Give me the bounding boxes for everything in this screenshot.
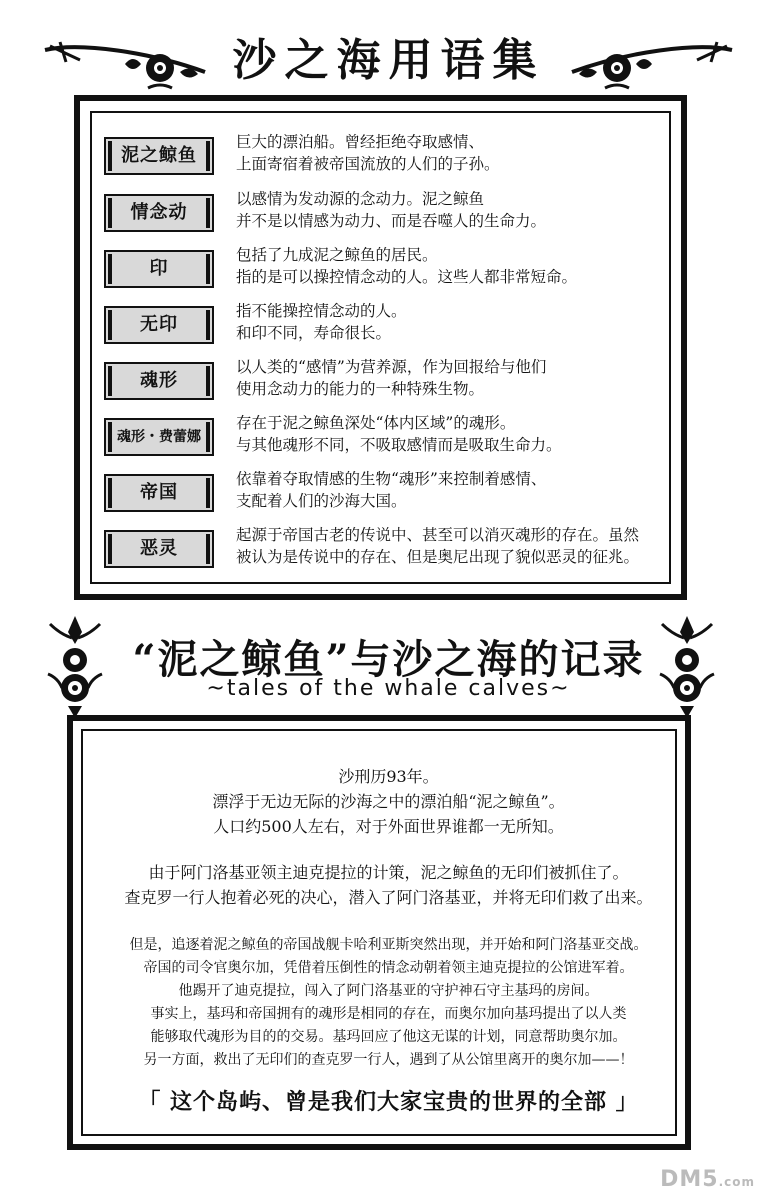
term-label: 泥之鲸鱼 [121, 145, 197, 166]
glossary-row [104, 414, 684, 464]
glossary-row [104, 302, 684, 352]
glossary-row [104, 526, 684, 576]
watermark-main: DM5 [660, 1167, 719, 1192]
term-label: 无印 [140, 314, 178, 335]
term-label: 恶灵 [140, 538, 178, 559]
term-definition [236, 131, 676, 175]
term-definition [236, 188, 676, 232]
term-label: 魂形 [140, 370, 178, 391]
definition-line: 巨大的漂泊船。曾经拒绝夺取感情、 [236, 133, 485, 151]
glossary-row [104, 190, 684, 240]
story-line: 人口约500人左右，对于外面世界谁都一无所知。 [213, 817, 564, 836]
glossary-row [104, 470, 684, 520]
definition-line: 指不能操控情念动的人。 [236, 302, 407, 320]
story-line: 沙刑历93年。 [338, 767, 439, 786]
definition-line: 包括了九成泥之鲸鱼的居民。 [236, 246, 438, 264]
story-line: 漂浮于无边无际的沙海之中的漂泊船“泥之鲸鱼”。 [212, 792, 565, 811]
definition-line: 与其他魂形不同，不吸取感情而是吸取生命力。 [236, 436, 562, 454]
story-header [0, 610, 777, 720]
term-label: 情念动 [130, 202, 188, 223]
story-subtitle: ~tales of the whale calves~ [206, 676, 571, 701]
definition-line: 上面寄宿着被帝国流放的人们的子孙。 [236, 155, 500, 173]
story-line: 查克罗一行人抱着必死的决心，潜入了阿门洛基亚，并将无印们救了出来。 [124, 888, 653, 907]
story-quote: 「 这个岛屿、曾是我们大家宝贵的世界的全部 」 [138, 1089, 639, 1115]
term-label: 魂形・费蕾娜 [117, 429, 201, 445]
definition-line: 指的是可以操控情念动的人。这些人都非常短命。 [236, 268, 578, 286]
glossary-row [104, 246, 684, 296]
definition-line: 以人类的“感情”为营养源，作为回报给与他们 [236, 358, 547, 376]
term-definition [236, 244, 676, 288]
story-line: 他踢开了迪克提拉，闯入了阿门洛基亚的守护神石守主基玛的房间。 [178, 983, 599, 999]
definition-line: 支配着人们的沙海大国。 [236, 492, 407, 510]
term-definition [236, 412, 676, 456]
story-line: 事实上，基玛和帝国拥有的魂形是相同的存在，而奥尔加向基玛提出了以人类 [150, 1006, 627, 1022]
term-definition [236, 300, 676, 344]
term-definition [236, 524, 676, 568]
term-label: 印 [149, 258, 169, 279]
glossary-row [104, 358, 684, 408]
definition-line: 和印不同，寿命很长。 [236, 324, 392, 342]
story-line: 能够取代魂形为目的的交易。基玛回应了他这无谋的计划，同意帮助奥尔加。 [150, 1029, 627, 1045]
definition-line: 使用念动力的能力的一种特殊生物。 [236, 380, 485, 398]
term-label: 帝国 [140, 482, 178, 503]
term-definition [236, 468, 676, 512]
definition-line: 起源于帝国古老的传说中、甚至可以消灭魂形的存在。虽然 [236, 526, 640, 544]
story-line: 但是，追逐着泥之鲸鱼的帝国战舰卡哈利亚斯突然出现，并开始和阿门洛基亚交战。 [129, 937, 648, 953]
glossary-header [0, 18, 777, 98]
definition-line: 被认为是传说中的存在、但是奥尼出现了貌似恶灵的征兆。 [236, 548, 640, 566]
term-definition [236, 356, 676, 400]
definition-line: 存在于泥之鲸鱼深处“体内区域”的魂形。 [236, 414, 516, 432]
story-line: 帝国的司令官奥尔加，凭借着压倒性的情念动朝着领主迪克提拉的公馆进军着。 [143, 960, 634, 976]
story-line: 由于阿门洛基亚领主迪克提拉的计策，泥之鲸鱼的无印们被抓住了。 [148, 863, 629, 882]
glossary-title: 沙之海用语集 [232, 35, 545, 86]
glossary-row [104, 133, 684, 183]
story-line: 另一方面，救出了无印们的查克罗一行人，遇到了从公馆里离开的奥尔加——！ [143, 1052, 634, 1068]
definition-line: 并不是以情感为动力、而是吞噬人的生命力。 [236, 212, 547, 230]
right-crest-ornament-icon [652, 614, 722, 719]
definition-line: 以感情为发动源的念动力。泥之鲸鱼 [236, 190, 485, 208]
site-watermark [660, 1167, 755, 1192]
story-title: “泥之鲸鱼”与沙之海的记录 [132, 636, 645, 683]
watermark-suffix: .com [718, 1175, 755, 1189]
definition-line: 依靠着夺取情感的生物“魂形”来控制着感情、 [236, 470, 547, 488]
right-sword-ornament-icon [567, 32, 737, 92]
